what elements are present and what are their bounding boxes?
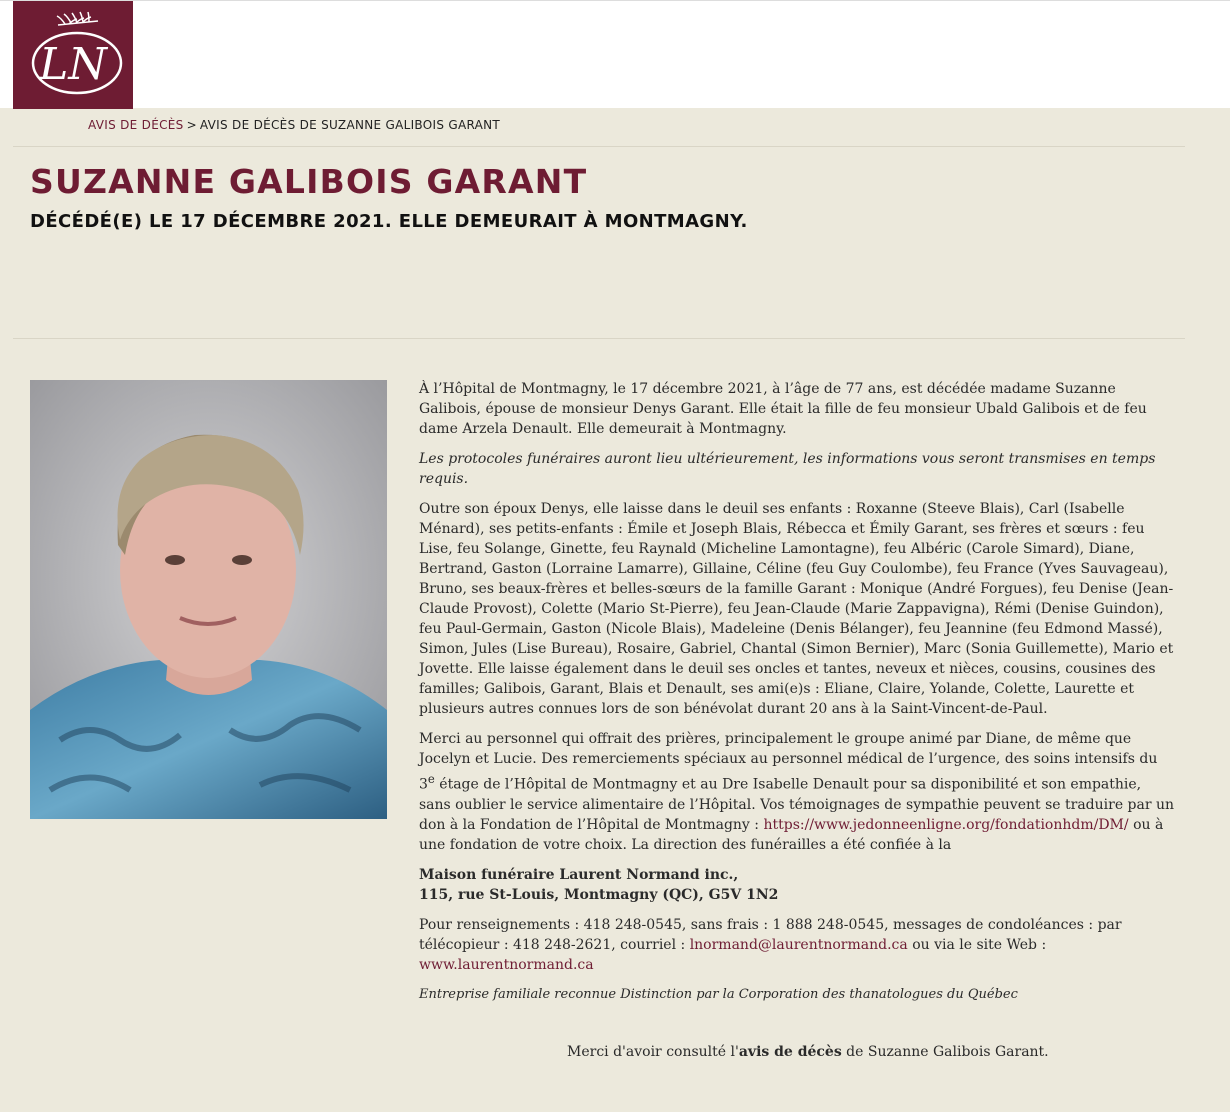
funeral-home-name: Maison funéraire Laurent Normand inc., [419,866,739,883]
website-link[interactable]: www.laurentnormand.ca [419,956,594,973]
logo-link[interactable] [13,1,133,109]
divider-top [13,146,1185,147]
contact-text-b: ou via le site Web : [907,936,1047,953]
footer-thanks-a: Merci d'avoir consulté l' [567,1044,739,1060]
funeral-home-block [419,865,1175,905]
obituary-paragraph-thanks [419,729,1175,855]
page-title: SUZANNE GALIBOIS GARANT [30,162,588,201]
thanks-text-b: étage de l’Hôpital de Montmagny et au Dre Isabelle Denault pour sa disponibilité et son empathie, sans oublier le service alimentaire de l’Hôpital. Vos témoignages de sympathie peuvent se traduire par un don à la Fondation de l’Hôpital de Montmagny : [419,776,1175,833]
footer-thanks-b: de Suzanne Galibois Garant. [841,1044,1049,1060]
family-business-note: Entreprise familiale reconnue Distinction par la Corporation des thanatologues du Québec [419,986,1018,1002]
contact-paragraph [419,915,1175,975]
breadcrumb-separator: > [186,118,197,132]
donation-link[interactable]: https://www.jedonneenligne.org/fondationhdm/DM/ [763,816,1129,833]
thanks-text-a: Merci au personnel qui offrait des prières, principalement le groupe animé par Diane, de même que Jocelyn et Lucie. Des remerciements spéciaux au personnel médical de l’urgence, des soins intensifs du 3 [419,731,1158,793]
obituary-paragraph-family: Outre son époux Denys, elle laisse dans le deuil ses enfants : Roxanne (Steeve Blais), Carl (Isabelle Ménard), ses petits-enfants : Émile et Joseph Blais, Rébecca et Émily Garant, ses frères et sœurs : feu Lise, feu Solange, Ginette, feu Raynald (Micheline Lamontagne), feu Albéric (Carole Simard), Diane, Bertrand, Gaston (Lorraine Lamarre), Gillaine, Céline (feu Guy Coulombe), feu France (Yves Sauvageau), Bruno, ses beaux-frères et belles-sœurs de la famille Garant : Monique (André Forgues), feu Denise (Jean-Claude Provost), Colette (Mario St-Pierre), feu Jean-Claude (Marie Zappavigna), Rémi (Denise Guindon), feu Paul-Germain, Gaston (Nicole Blais), Madeleine (Denis Bélanger), feu Jeannine (feu Edmond Massé), Simon, Jules (Lise Bureau), Rosaire, Gabriel, Chantal (Simon Bernier), Marc (Sonia Guillemette), Mario et Jovette. Elle laisse également dans le deuil ses oncles et tantes, neveux et nièces, cousins, cousines des familles; Galibois, Garant, Blais et Denault, ses ami(e)s : Eliane, Claire, Yolande, Colette, Laurette et plusieurs autres connues lors de son bénévolat durant 20 ans à la Saint-Vincent-de-Paul. [419,501,1174,717]
obituary-paragraph-protocols: Les protocoles funéraires auront lieu ultérieurement, les informations vous seront transmises en temps requis. [419,451,1156,487]
obituary-paragraph-intro: À l’Hôpital de Montmagny, le 17 décembre 2021, à l’âge de 77 ans, est décédée madame Suzanne Galibois, épouse de monsieur Denys Garant. Elle était la fille de feu monsieur Ubald Galibois et de feu dame Arzela Denault. Elle demeurait à Montmagny. [419,381,1147,437]
breadcrumb-link-obituaries[interactable]: AVIS DE DÉCÈS [88,118,184,132]
top-header [0,0,1230,108]
divider-bottom [13,338,1185,339]
thanks-text-c: ou à une fondation de votre choix. La direction des funérailles a été confiée à la [419,816,1164,853]
breadcrumb-current: AVIS DE DÉCÈS DE SUZANNE GALIBOIS GARANT [199,118,501,132]
page-subtitle: DÉCÉDÉ(E) LE 17 DÉCEMBRE 2021. ELLE DEMEURAIT À MONTMAGNY. [30,211,748,232]
footer-thanks [567,1044,1049,1060]
email-link[interactable]: lnormand@laurentnormand.ca [689,936,908,953]
footer-thanks-bold: avis de décès [738,1044,842,1060]
breadcrumb [88,118,500,132]
svg-text:LN: LN [39,39,107,90]
funeral-home-address: 115, rue St-Louis, Montmagny (QC), G5V 1N2 [419,886,779,903]
portrait-photo [30,380,387,819]
contact-text-a: Pour renseignements : 418 248-0545, sans frais : 1 888 248-0545, messages de condoléances : par télécopieur : 418 248-2621, courriel : [419,916,1122,953]
obituary-text [419,379,1175,1015]
ln-logo-icon [13,1,133,109]
thanks-superscript: e [427,772,435,786]
